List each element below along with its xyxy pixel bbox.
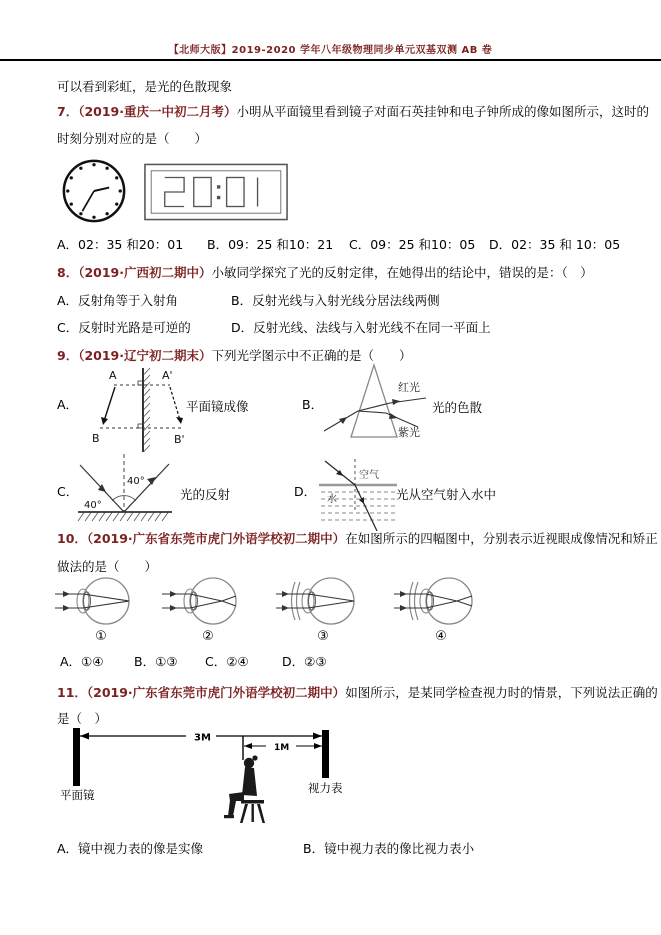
q10-option-c: C．②④ [205,654,249,669]
q9-fig-b-caption: 光的色散 [432,400,483,415]
eye-diagram-corrected-focus [275,575,371,627]
q7-stem-line1 [57,103,649,120]
violet-ray [358,411,418,427]
intro-line: 可以看到彩虹，是光的色散现象 [57,79,233,94]
digital-colon [217,185,220,199]
distance-total-label: 3M [194,732,211,744]
label-A: A [109,369,117,382]
eye-figure-4-number: ④ [435,629,447,644]
q10-option-d: D．②③ [282,654,327,669]
q9-fig-b-letter: B． [302,397,324,412]
eye-figure-3-number: ③ [317,629,329,644]
q10-options [60,653,327,670]
q9-stem: 下列光学图示中不正确的是（ ） [211,348,412,363]
reflected-ray [124,464,169,512]
q9-fig-d-caption: 光从空气射入水中 [396,487,497,502]
q11-stem-line1 [57,684,658,701]
q9-fig-d-letter: D． [294,484,317,499]
q11-source: 11．（2019·广东省东莞市虎门外语学校初二期中） [57,685,346,700]
q7-option-c: C．09：25 和10：05 [349,237,476,252]
eye-figure-1 [53,575,149,644]
q9-fig-a-caption: 平面镜成像 [186,399,249,414]
q11-stem-line2: 是（ ） [57,711,108,726]
q10-source: 10．（2019·广东省东莞市虎门外语学校初二期中） [57,531,346,546]
page-header-title: 【北师大版】2019-2020 学年八年级物理同步单元双基双测 AB 卷 [168,45,493,56]
q7-stem1: 小明从平面镜里看到镜子对面石英挂钟和电子钟所成的像如图所示，这时的 [236,104,650,119]
q7-stem-line2: 时刻分别对应的是（ ） [57,131,208,146]
mirror-hatching [144,368,151,452]
reflected-angle-label: 40° [127,476,145,487]
minute-hand [82,191,94,211]
image-arrow-dashed [170,387,180,420]
vision-chart-label: 视力表 [308,781,343,795]
eye-figure-3 [275,575,371,644]
q7-option-d: D．02：35 和 10：05 [489,237,621,252]
q10-stem-line1 [57,530,658,547]
q11-option-a: A．镜中视力表的像是实像 [57,841,204,856]
eye-diagram-myopia [160,575,256,627]
label-A-prime: A' [162,369,173,382]
seated-person [224,755,265,823]
eye-diagram-normal-focus [53,575,149,627]
prism-dispersion-figure [322,361,432,456]
q9-fig-c-caption: 光的反射 [180,487,231,502]
plane-mirror-bar [73,728,80,786]
q7-options [57,236,620,253]
q8-stem-line [57,264,593,281]
distance-person-label: 1M [274,743,290,753]
q8-option-b: B．反射光线与入射光线分居法线两侧 [231,293,440,308]
q8-source: 8．（2019·广西初二期中） [57,265,212,280]
eye-diagram-corrected-myopia [393,575,489,627]
plane-mirror-label: 平面镜 [60,788,95,802]
q9-fig-c-letter: C． [57,484,79,499]
q11-stem1: 如图所示，是某同学检查视力时的情景，下列说法正确的 [345,685,658,700]
q8-options-ab [57,292,440,309]
red-ray [358,398,426,411]
hour-hand [94,188,109,191]
q8-stem: 小敏同学探究了光的反射定律，在她得出的结论中，错误的是：（ ） [211,265,593,280]
q10-stem1: 在如图所示的四幅图中，分别表示近视眼成像情况和矫正 [345,531,658,546]
q7-option-b: B．09：25 和10：21 [207,237,334,252]
q8-option-c: C．反射时光路是可逆的 [57,320,191,335]
q8-option-d: D．反射光线、法线与入射光线不在同一平面上 [231,320,491,335]
q11-options [57,840,474,857]
eye-figure-2 [160,575,256,644]
analog-clock-figure [60,157,128,225]
plane-mirror-imaging-figure [86,366,201,454]
q7-source: 7．（2019·重庆一中初二月考） [57,104,237,119]
violet-light-label: 紫光 [398,426,420,439]
air-label: 空气 [359,470,379,481]
surface-hatching [78,513,168,522]
eye-figure-4 [393,575,489,644]
eyesight-test-figure [58,718,403,836]
incident-angle-label: 40° [84,500,102,511]
label-B: B [92,432,100,445]
eye-figure-2-number: ② [202,629,214,644]
water-label: 水 [327,494,337,505]
q9-fig-a-letter: A． [57,397,79,412]
air-water-refraction-figure [315,455,400,535]
digital-digits [165,178,258,207]
q8-option-a: A．反射角等于入射角 [57,293,179,308]
vision-chart-bar [322,730,329,778]
q11-option-b: B．镜中视力表的像比视力表小 [303,841,475,856]
light-reflection-figure [72,452,177,527]
q8-options-cd [57,319,491,336]
q10-stem-line2: 做法的是（ ） [57,559,158,574]
q9-source: 9．（2019·辽宁初二期末） [57,348,212,363]
digital-clock-figure [142,163,290,221]
object-arrow [104,387,115,421]
q7-option-a: A．02：35 和20：01 [57,237,184,252]
eye-figure-1-number: ① [95,629,107,644]
q10-option-b: B．①③ [134,654,178,669]
header-rule [0,59,661,61]
q10-option-a: A．①④ [60,654,104,669]
red-light-label: 红光 [398,381,420,394]
prism-triangle [351,365,397,437]
label-B-prime: B' [174,433,185,446]
